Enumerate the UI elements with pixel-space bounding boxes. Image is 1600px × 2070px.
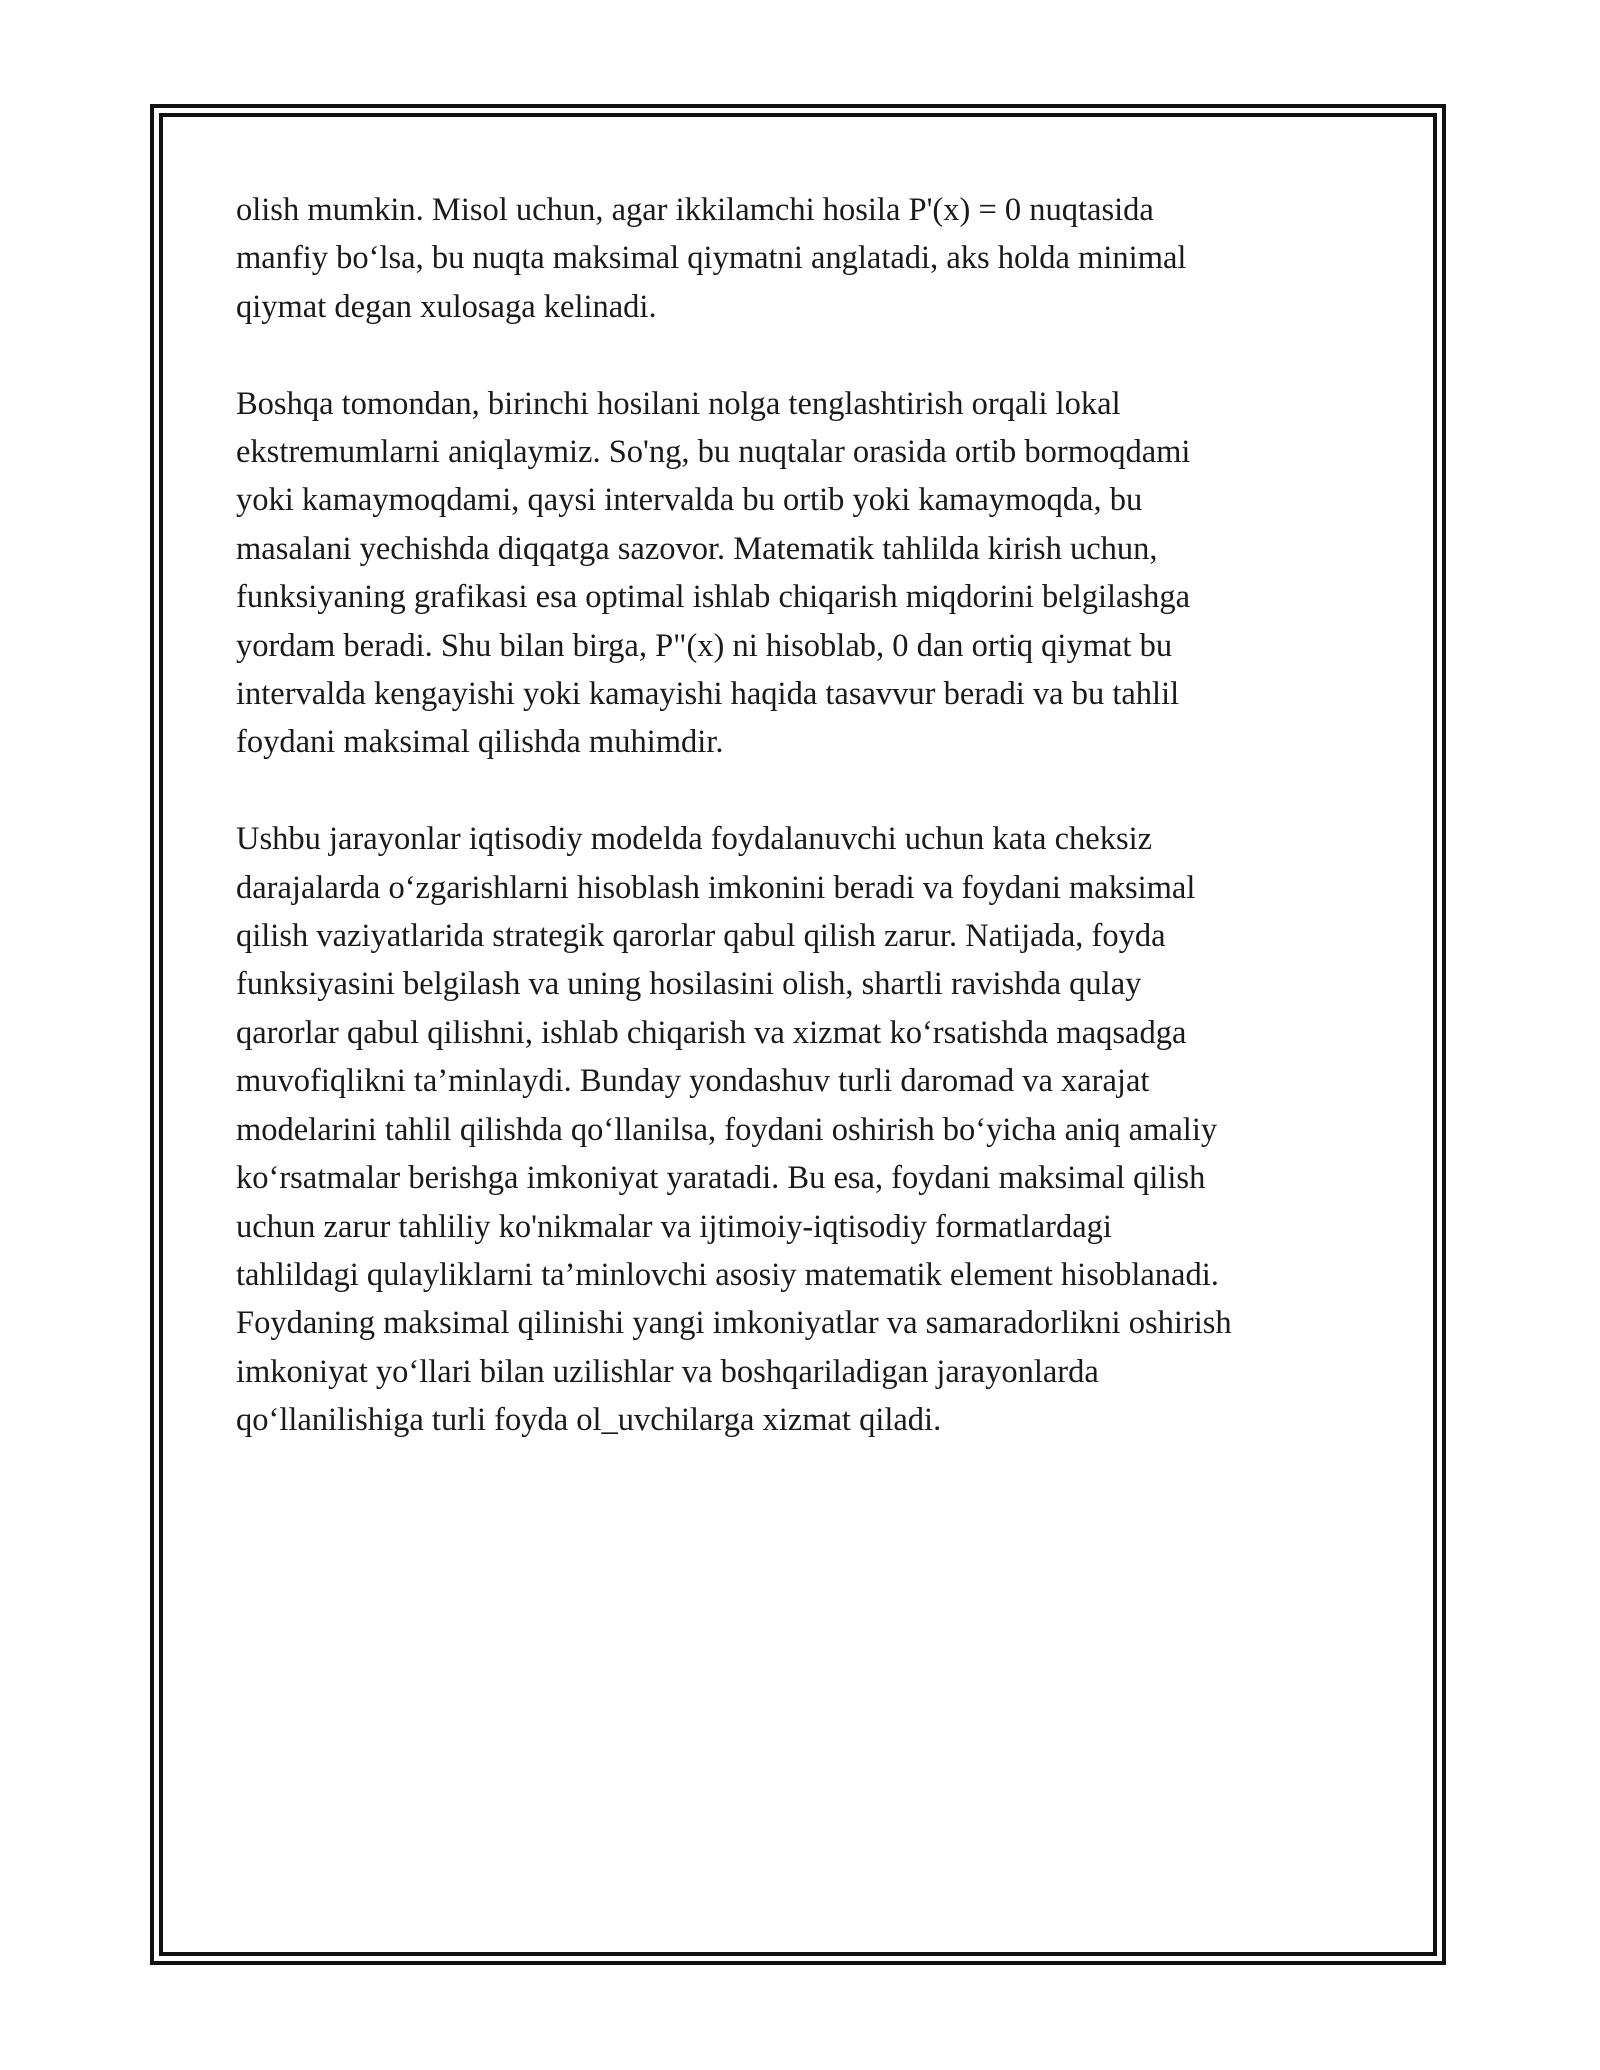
document-body xyxy=(236,186,1366,1493)
paragraph-3: Ushbu jarayonlar iqtisodiy modelda foydalanuvchi uchun kata cheksiz darajalarda o‘zgarishlarni hisoblash imkonini beradi va foydani maksimal qilish vaziyatlarida strategik qarorlar qabul qilish zarur. Natijada, foyda funksiyasini belgilash va uning hosilasini olish, shartli ravishda qulay qarorlar qabul qilishni, ishlab chiqarish va xizmat ko‘rsatishda maqsadga muvofiqlikni ta’minlaydi. Bunday yondashuv turli daromad va xarajat modelarini tahlil qilishda qo‘llanilsa, foydani oshirish bo‘yicha aniq amaliy ko‘rsatmalar berishga imkoniyat yaratadi. Bu esa, foydani maksimal qilish uchun zarur tahliliy ko'nikmalar va ijtimoiy-iqtisodiy formatlardagi tahlildagi qulayliklarni ta’minlovchi asosiy matematik element hisoblanadi. Foydaning maksimal qilinishi yangi imkoniyatlar va samaradorlikni oshirish imkoniyat yo‘llari bilan uzilishlar va boshqariladigan jarayonlarda qo‘llanilishiga turli foyda ol_uvchilarga xizmat qiladi. xyxy=(236,821,1232,1439)
paragraph-1: olish mumkin. Misol uchun, agar ikkilamchi hosila P'(x) = 0 nuqtasida manfiy bo‘lsa, bu nuqta maksimal qiymatni anglatadi, aks holda minimal qiymat degan xulosaga kelinadi. xyxy=(236,192,1187,325)
paragraph-2: Boshqa tomondan, birinchi hosilani nolga tenglashtirish orqali lokal ekstremumlarni aniqlaymiz. So'ng, bu nuqtalar orasida ortib bormoqdami yoki kamaymoqdami, qaysi intervalda bu ortib yoki kamaymoqda, bu masalani yechishda diqqatga sazovor. Matematik tahlilda kirish uchun, funksiyaning grafikasi esa optimal ishlab chiqarish miqdorini belgilashga yordam beradi. Shu bilan birga, P"(x) ni hisoblab, 0 dan ortiq qiymat bu intervalda kengayishi yoki kamayishi haqida tasavvur beradi va bu tahlil foydani maksimal qilishda muhimdir. xyxy=(236,385,1191,761)
